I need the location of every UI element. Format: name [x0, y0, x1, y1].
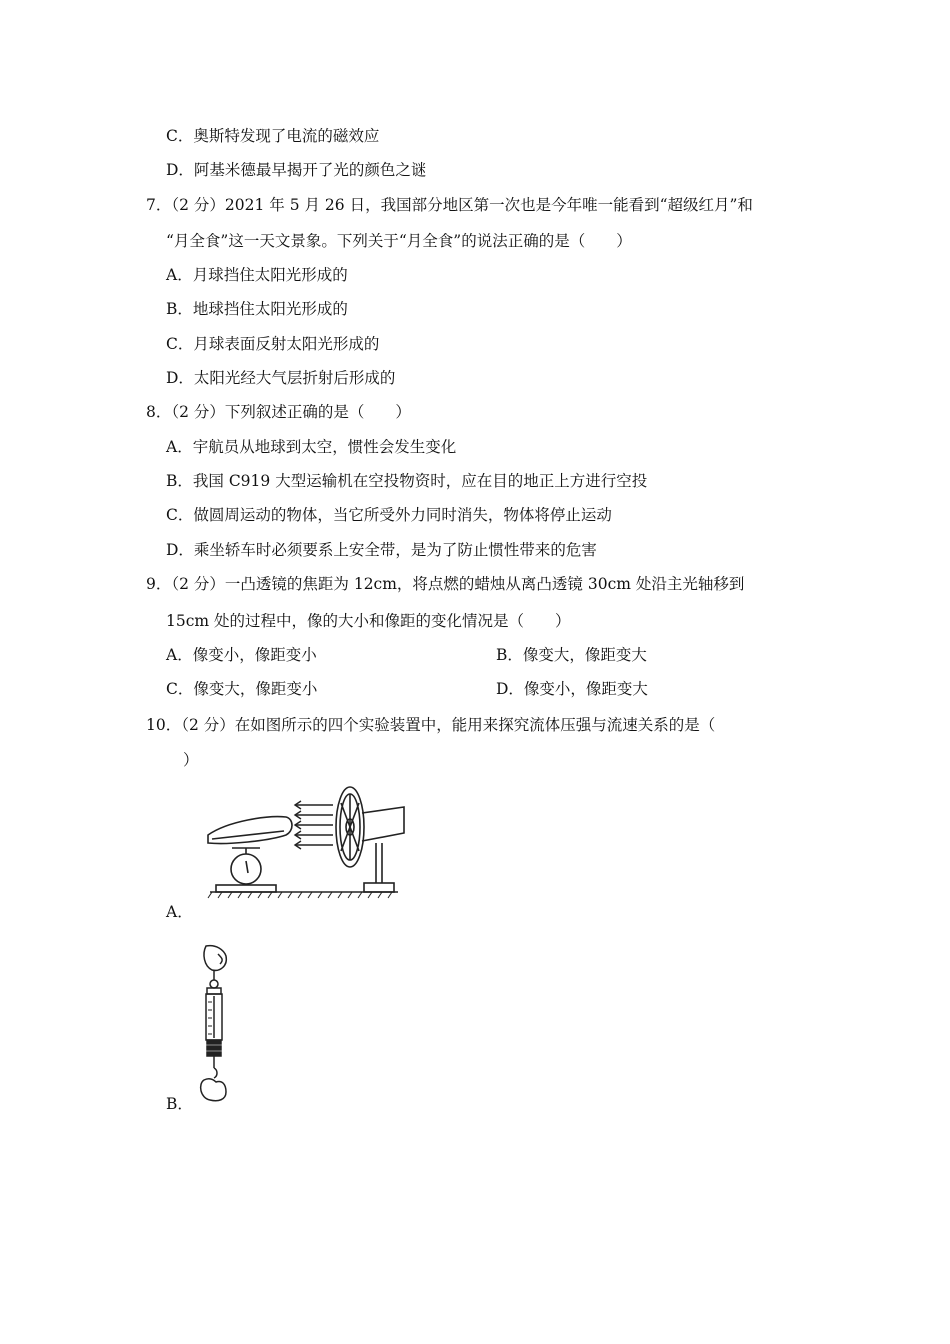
q7-option-a: A．月球挡住太阳光形成的 — [166, 266, 348, 284]
q6-option-c: C．奥斯特发现了电流的磁效应 — [166, 127, 380, 145]
q10-stem-line1: 10．（2 分）在如图所示的四个实验装置中，能用来探究流体压强与流速关系的是（ — [146, 716, 716, 734]
q7-option-b: B．地球挡住太阳光形成的 — [166, 300, 348, 318]
q10-option-a-label: A． — [166, 903, 193, 921]
q8-stem: 8．（2 分）下列叙述正确的是（ ） — [146, 403, 411, 421]
wing-fan-experiment-figure — [198, 785, 418, 905]
q9-option-b: B．像变大，像距变大 — [496, 646, 647, 664]
q8-option-c: C．做圆周运动的物体，当它所受外力同时消失，物体将停止运动 — [166, 506, 612, 524]
q7-option-d: D．太阳光经大气层折射后形成的 — [166, 369, 396, 387]
q9-option-c: C．像变大，像距变小 — [166, 680, 318, 698]
q8-option-a: A．宇航员从地球到太空，惯性会发生变化 — [166, 438, 457, 456]
q7-stem-line2: “月全食”这一天文景象。下列关于“月全食”的说法正确的是（ ） — [166, 232, 632, 250]
q7-option-c: C．月球表面反射太阳光形成的 — [166, 335, 380, 353]
q8-option-d: D．乘坐轿车时必须要系上安全带，是为了防止惯性带来的危害 — [166, 541, 597, 559]
q9-stem-line2: 15cm 处的过程中，像的大小和像距的变化情况是（ ） — [166, 612, 571, 630]
q10-stem-line2: ） — [183, 751, 199, 769]
q9-stem-line1: 9．（2 分）一凸透镜的焦距为 12cm，将点燃的蜡烛从离凸透镜 30cm 处沿主光轴移到 — [146, 575, 745, 593]
q10-option-b-label: B． — [166, 1095, 193, 1113]
q8-option-b: B．我国 C919 大型运输机在空投物资时，应在目的地正上方进行空投 — [166, 472, 648, 490]
q9-option-d: D．像变小，像距变大 — [496, 680, 648, 698]
q6-option-d: D．阿基米德最早揭开了光的颜色之谜 — [166, 161, 427, 179]
spring-scale-figure — [190, 940, 240, 1110]
q9-option-a: A．像变小，像距变小 — [166, 646, 317, 664]
q7-stem-line1: 7．（2 分）2021 年 5 月 26 日，我国部分地区第一次也是今年唯一能看到“超级红月”和 — [146, 196, 753, 214]
